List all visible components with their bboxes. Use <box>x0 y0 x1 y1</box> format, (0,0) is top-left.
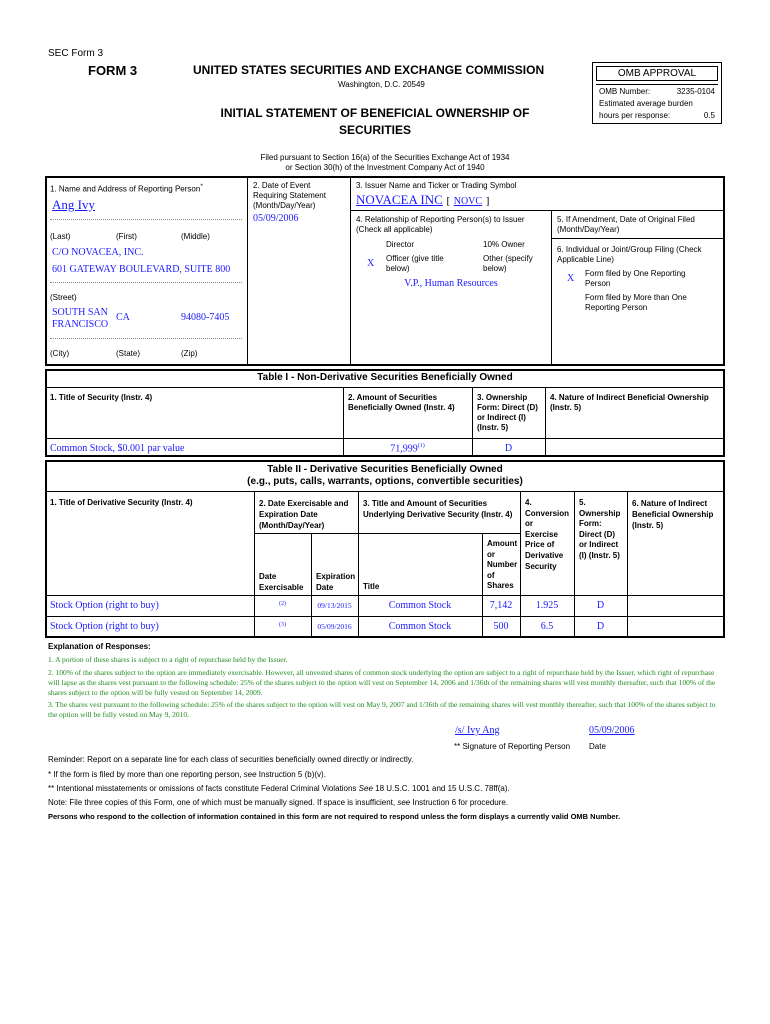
table2-col4-line2: Conversion <box>525 508 570 518</box>
sub-title: Title <box>363 582 380 591</box>
box6-label-line1: 6. Individual or Joint/Group Filing (Check <box>557 245 702 254</box>
statement-title-line1: INITIAL STATEMENT OF BENEFICIAL OWNERSHIP OF <box>220 106 530 120</box>
table2-title <box>45 464 725 488</box>
statement-title-line2: SECURITIES <box>338 123 411 137</box>
omb-approval-box <box>592 62 722 124</box>
table2-row2-price: 6.5 <box>540 621 554 632</box>
star-note-see: see <box>243 770 257 779</box>
state-value: CA <box>116 312 130 323</box>
double-star-note <box>48 784 510 793</box>
sub-date-exercisable <box>259 571 303 593</box>
commission-title: UNITED STATES SECURITIES AND EXCHANGE COMMISSION <box>193 63 545 77</box>
zip-label: (Zip) <box>181 349 198 358</box>
table2-row1-title: Stock Option (right to buy) <box>50 600 159 611</box>
table2-col5-line6: (I) (Instr. 5) <box>579 550 620 560</box>
table1-row-form: D <box>504 443 513 454</box>
director-label: Director <box>386 240 415 249</box>
sec-form-label: SEC Form 3 <box>48 48 104 59</box>
ten-pct-owner-label: 10% Owner <box>483 240 525 249</box>
box2-label <box>253 181 326 211</box>
box6-label <box>557 245 702 265</box>
table2-row2-exercisable: (3) <box>279 622 286 628</box>
table2-col6-line3: (Instr. 5) <box>632 521 664 530</box>
signature-date: 05/09/2006 <box>589 725 635 736</box>
commission-location: Washington, D.C. 20549 <box>338 80 425 89</box>
table2-col4-line3: or <box>525 519 533 529</box>
box4-label-line1: 4. Relationship of Reporting Person(s) to Issuer <box>356 215 525 224</box>
city-value: SOUTH SAN FRANCISCO <box>52 307 109 330</box>
box2-label-line1: 2. Date of Event <box>253 181 311 190</box>
filed-pursuant <box>200 153 570 173</box>
box6-label-line2: Applicable Line) <box>557 255 614 264</box>
table1-col4-header <box>550 393 709 413</box>
table2-col2-line2: Expiration Date <box>259 510 318 519</box>
file-note-part2: Instruction 6 for procedure. <box>410 798 509 807</box>
box1-label-text: 1. Name and Address of Reporting Person <box>50 184 201 194</box>
one-person-label <box>585 269 686 289</box>
table2-col5-header <box>579 498 620 562</box>
city-label: (City) <box>50 349 70 358</box>
explanation-heading: Explanation of Responses: <box>48 642 151 651</box>
star-note-part2: Instruction 5 (b)(v). <box>256 770 326 779</box>
omb-hours-label: hours per response: <box>599 111 671 120</box>
table2-row2-expiration: 05/09/2016 <box>317 622 352 631</box>
table1-row-title: Common Stock, $0.001 par value <box>50 443 185 454</box>
dstar-see: See <box>358 784 373 793</box>
table2-row1-exercisable: (2) <box>279 601 286 607</box>
date-label: Date <box>589 742 606 751</box>
sub-expiration-date <box>316 571 355 593</box>
table2-col5-line4: Direct (D) <box>579 529 616 539</box>
omb-hours-value: 0.5 <box>703 111 715 120</box>
explanation-note-3: 3. The shares vest pursuant to the following schedule: 25% of the shares subject to the option will vest on May 9, 2007 and 1/36th of the remaining shares will vest monthly thereafter, such that 100% of the shares subject to the option will be fully vested on May 9, 2010. <box>48 700 716 719</box>
state-label: (State) <box>116 349 141 358</box>
address-line2: 601 GATEWAY BOULEVARD, SUITE 800 <box>52 264 231 275</box>
one-person-check-mark: X <box>567 273 575 284</box>
file-note <box>48 798 508 807</box>
file-note-see: see <box>397 798 411 807</box>
table2-row2-title: Stock Option (right to buy) <box>50 621 159 632</box>
ticker-close: ] <box>485 195 490 207</box>
other-label-line1: Other (specify <box>483 254 533 263</box>
box5-label-line2: (Month/Day/Year) <box>557 225 620 234</box>
sub-date-line2: Exercisable <box>259 583 304 592</box>
ticker-link[interactable]: NOVC <box>453 196 483 207</box>
table2-col4-line1: 4. <box>525 498 532 507</box>
table2-col3-line1: 3. Title and Amount of Securities <box>363 499 488 508</box>
sub-date-line1: Date <box>259 572 277 581</box>
sub-amt-line2: or <box>487 549 495 559</box>
box4-label-line2: (Check all applicable) <box>356 225 433 234</box>
dstar-part2: 18 U.S.C. 1001 and 15 U.S.C. 78ff(a). <box>372 784 510 793</box>
table1-amount-value: 71,999 <box>390 443 418 455</box>
sub-amount <box>487 539 517 592</box>
star-note <box>48 770 326 779</box>
table2-col5-line2: Ownership <box>579 508 621 518</box>
explanation-note-1: 1. A portion of these shares is subject to a right of repurchase held by the Issuer. <box>48 655 288 664</box>
table1-col3-header <box>477 393 538 433</box>
box5-label-line1: 5. If Amendment, Date of Original Filed <box>557 215 695 224</box>
table1-row-amount <box>343 443 472 454</box>
omb-burden-label: Estimated average burden <box>599 99 693 108</box>
box2-label-line2: Requiring Statement <box>253 191 326 200</box>
table2-col4-line4: Exercise <box>525 529 558 539</box>
omb-number-value: 3235-0104 <box>676 87 715 96</box>
table2-col2-header <box>259 498 348 531</box>
form-number: FORM 3 <box>88 63 138 78</box>
middle-label: (Middle) <box>181 232 210 241</box>
officer-title: V.P., Human Resources <box>404 278 498 289</box>
table2-row2-amount: 500 <box>493 621 509 632</box>
officer-label-line1: Officer (give title <box>386 254 444 263</box>
file-note-part1: Note: File three copies of this Form, one of which must be manually signed. If space is insufficient, <box>48 798 398 807</box>
table2-col3-header <box>363 498 512 520</box>
sub-amt-line5: Shares <box>487 581 514 591</box>
table2-col6-line1: 6. Nature of Indirect <box>632 499 708 508</box>
persons-note: Persons who respond to the collection of information contained in this form are not required to respond unless the form displays a currently valid OMB Number. <box>48 812 621 821</box>
table2-title-line1: Table II - Derivative Securities Beneficially Owned <box>267 464 503 475</box>
table1-amount-footnote: (1) <box>417 443 425 449</box>
table2-col2-line3: (Month/Day/Year) <box>259 521 325 530</box>
issuer-row <box>356 192 489 208</box>
table2-row2-form: D <box>596 621 605 632</box>
signature-label: ** Signature of Reporting Person <box>454 742 571 751</box>
omb-number-label: OMB Number: <box>599 87 651 96</box>
sub-amt-line1: Amount <box>487 539 518 548</box>
table2-row2-underlying: Common Stock <box>388 621 452 632</box>
table2-col6-header <box>632 498 713 531</box>
ticker-open: [ <box>446 195 451 207</box>
reminder-text: Reminder: Report on a separate line for each class of securities beneficially owned directly or indirectly. <box>48 755 414 764</box>
table2-col4-line6: Derivative <box>525 550 564 560</box>
table1-col2-header <box>348 393 455 413</box>
table1-col3-line3: or Indirect (I) <box>477 413 526 422</box>
officer-label <box>386 254 444 274</box>
officer-check-mark: X <box>367 258 375 269</box>
table2-row1-underlying: Common Stock <box>388 600 452 611</box>
table2-title-line2: (e.g., puts, calls, warrants, options, convertible securities) <box>247 476 523 487</box>
box5-label <box>557 215 695 235</box>
last-label: (Last) <box>50 232 71 241</box>
more-person-line1: Form filed by More than One <box>585 293 687 302</box>
table2-row1-amount: 7,142 <box>489 600 513 611</box>
table2-col4-header <box>525 498 569 572</box>
address-line1: C/O NOVACEA, INC. <box>52 247 144 258</box>
table2-col6-line2: Beneficial Ownership <box>632 510 714 519</box>
street-label: (Street) <box>50 293 77 302</box>
box3-label: 3. Issuer Name and Ticker or Trading Symbol <box>356 181 517 190</box>
table1-col4-line1: 4. Nature of Indirect Beneficial Ownership <box>550 393 709 402</box>
table1-col2-line1: 2. Amount of Securities <box>348 393 438 402</box>
zip-value: 94080-7405 <box>181 312 230 323</box>
signature-name: /s/ Ivy Ang <box>455 725 500 736</box>
sub-amt-line3: Number <box>487 560 518 570</box>
table1-col3-line2: Form: Direct (D) <box>477 403 538 412</box>
officer-label-line2: below) <box>386 264 410 273</box>
more-person-label <box>585 293 687 313</box>
sub-exp-line2: Date <box>316 583 334 592</box>
table2-row1-expiration: 09/13/2015 <box>317 601 352 610</box>
table2-col3-line2: Underlying Derivative Security (Instr. 4) <box>363 510 513 519</box>
filed-pursuant-line1: Filed pursuant to Section 16(a) of the Securities Exchange Act of 1934 <box>260 153 510 162</box>
table2-col4-line7: Security <box>525 561 557 571</box>
one-person-line2: Person <box>585 279 611 288</box>
more-person-line2: Reporting Person <box>585 303 648 312</box>
table1-col4-line2: (Instr. 5) <box>550 403 582 412</box>
table1-col2-line2: Beneficially Owned (Instr. 4) <box>348 403 455 412</box>
table2-col4-line5: Price of <box>525 540 555 550</box>
table2-col2-line1: 2. Date Exercisable and <box>259 499 349 508</box>
table1-col3-line1: 3. Ownership <box>477 393 528 402</box>
sub-amt-line4: of <box>487 570 495 580</box>
table2-row1-form: D <box>596 600 605 611</box>
filed-pursuant-line2: or Section 30(h) of the Investment Company Act of 1940 <box>285 163 485 172</box>
box2-label-line3: (Month/Day/Year) <box>253 201 316 210</box>
table1-title: Table I - Non-Derivative Securities Beneficially Owned <box>257 372 513 383</box>
table1-col3-line4: (Instr. 5) <box>477 423 509 432</box>
statement-title <box>180 105 570 139</box>
dstar-part1: ** Intentional misstatements or omissions of facts constitute Federal Criminal Violations <box>48 784 359 793</box>
box1-asterisk: * <box>200 183 203 190</box>
table2-col5-line3: Form: <box>579 519 602 529</box>
issuer-name-link[interactable]: NOVACEA INC <box>356 192 443 207</box>
other-label-line2: below) <box>483 264 507 273</box>
event-date: 05/09/2006 <box>253 213 299 224</box>
table1-col1-header: 1. Title of Security (Instr. 4) <box>50 393 153 402</box>
table2-row1-price: 1.925 <box>535 600 559 611</box>
reporting-person-name-link[interactable]: Ang Ivy <box>52 197 95 212</box>
table2-col5-line1: 5. <box>579 498 586 507</box>
box1-label <box>50 183 203 194</box>
sub-exp-line1: Expiration <box>316 572 356 581</box>
table2-col1-header: 1. Title of Derivative Security (Instr. 4) <box>50 498 193 507</box>
star-note-part1: * If the form is filed by more than one reporting person, <box>48 770 244 779</box>
box4-label <box>356 215 525 235</box>
table2-col5-line5: or Indirect <box>579 540 619 550</box>
other-label <box>483 254 533 274</box>
one-person-line1: Form filed by One Reporting <box>585 269 686 278</box>
first-label: (First) <box>116 232 137 241</box>
explanation-note-2: 2. 100% of the shares subject to the option are immediately exercisable. However, all unvested shares of common stock underlying the option are subject to a right of repurchase held by the Issuer, which right of repurchase will lapse as the shares vest pursuant to the following schedule: 25% of the shares subject to the option will vest on September 14, 2006 and 1/36th of the remaining shares will vest monthly thereafter, such that 100% of the shares subject to the option will be fully vested on September 14, 2009. <box>48 668 716 697</box>
omb-title: OMB APPROVAL <box>596 66 718 81</box>
